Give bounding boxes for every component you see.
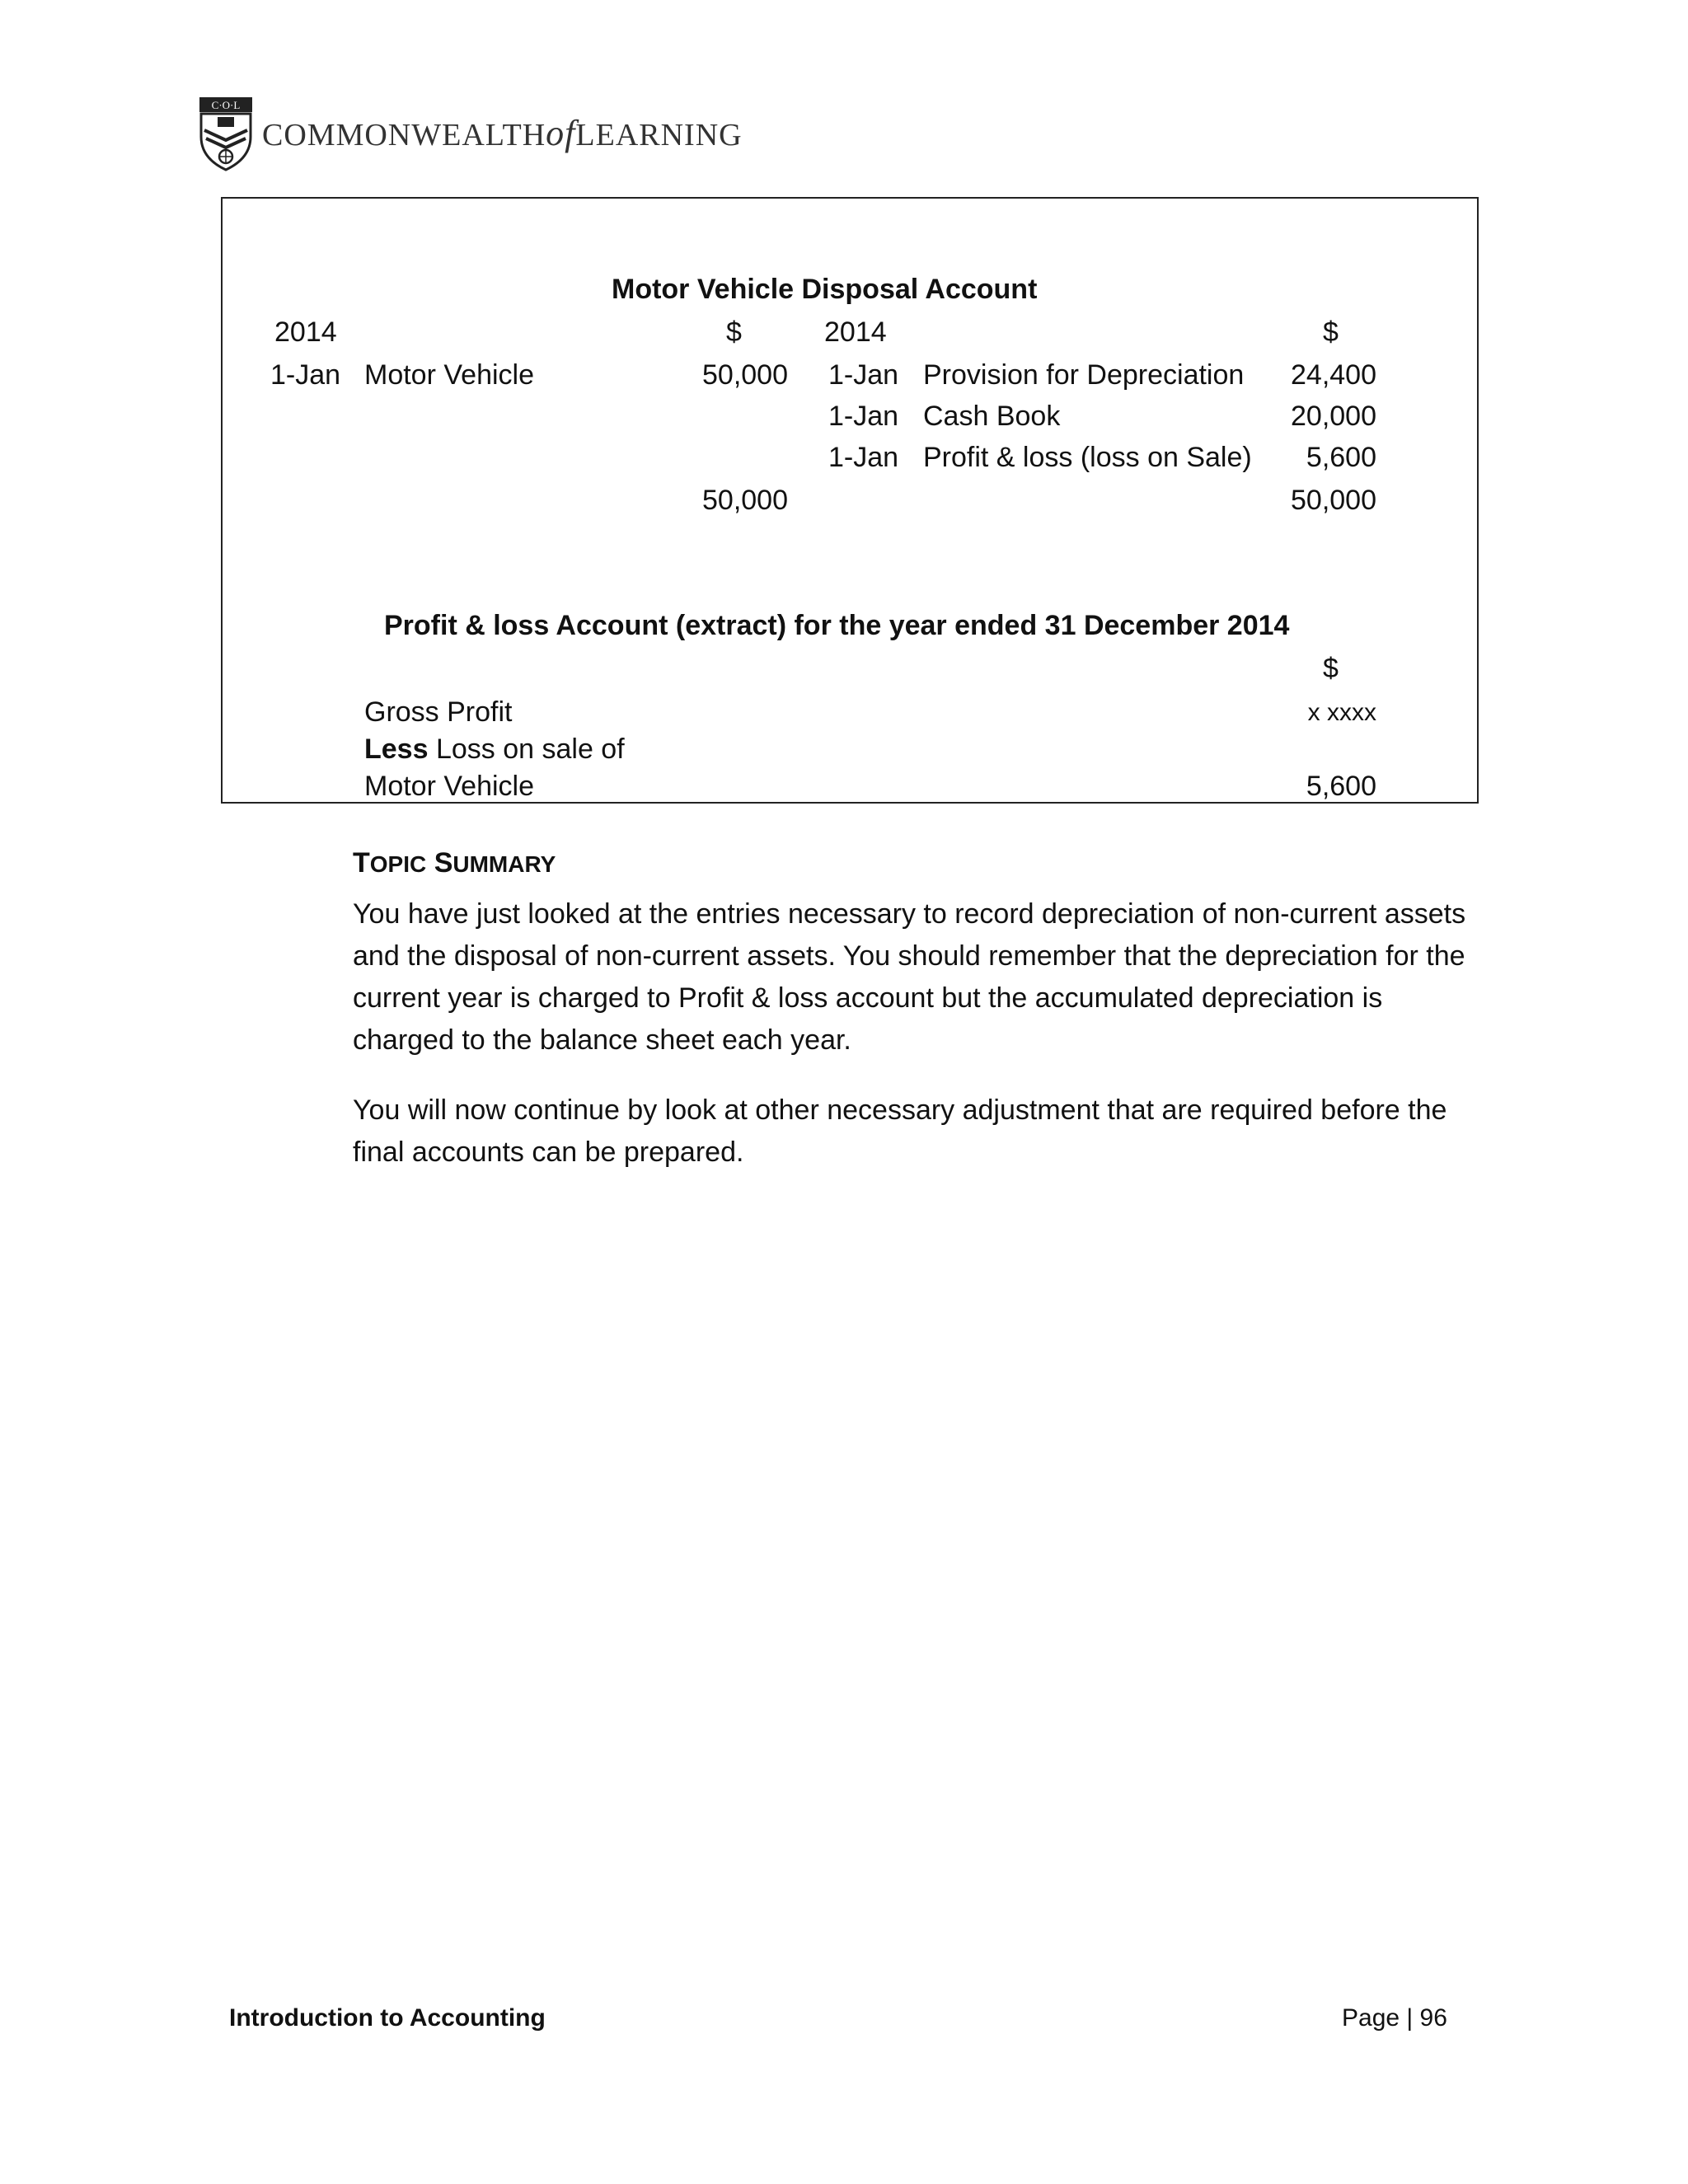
summary-paragraph-1: You have just looked at the entries necessary to record depreciation of non-current assets and the disposal of non-current assets. You should remember that the depreciation for the current year is charged to Profit & loss account but the accumulated depreciation is charged to the balance sheet each year. xyxy=(353,898,1466,1056)
footer-course-title: Introduction to Accounting xyxy=(229,2004,546,2032)
debit-row-date: 1-Jan xyxy=(270,359,341,391)
credit-row-date: 1-Jan xyxy=(828,401,899,432)
summary-paragraph-2: You will now continue by look at other necessary adjustment that are required before the final accounts can be prepared. xyxy=(353,1094,1447,1168)
credit-year: 2014 xyxy=(824,316,887,348)
pl-extract-title: Profit & loss Account (extract) for the year ended 31 December 2014 xyxy=(384,610,1290,641)
less-line xyxy=(364,733,625,766)
logo-badge-text: C·O·L xyxy=(211,99,241,111)
logo-wordmark-part1: COMMONWEALTH xyxy=(262,118,546,152)
loss-item-value: 5,600 xyxy=(1306,771,1376,802)
less-bold: Less xyxy=(364,733,429,765)
credit-row-description: Provision for Depreciation xyxy=(923,359,1245,391)
credit-currency: $ xyxy=(1323,316,1339,348)
credit-row-amount: 24,400 xyxy=(1291,359,1376,391)
logo-wordmark-part2: LEARNING xyxy=(575,118,743,152)
debit-total: 50,000 xyxy=(702,485,788,516)
debit-currency: $ xyxy=(726,316,742,348)
credit-row-amount: 20,000 xyxy=(1291,401,1376,432)
footer-page-number: Page | 96 xyxy=(1342,2004,1447,2032)
disposal-account-title: Motor Vehicle Disposal Account xyxy=(612,274,1038,305)
gross-profit-label: Gross Profit xyxy=(364,696,513,728)
credit-row-amount: 5,600 xyxy=(1306,442,1376,473)
debit-row-amount: 50,000 xyxy=(702,359,788,391)
gross-profit-value: x xxxx xyxy=(1307,699,1376,726)
pl-currency: $ xyxy=(1323,653,1339,684)
less-rest: Loss on sale of xyxy=(435,733,625,765)
logo-wordmark-of: of xyxy=(546,113,576,153)
credit-row-date: 1-Jan xyxy=(828,442,899,473)
credit-row-date: 1-Jan xyxy=(828,359,899,391)
topic-summary-heading: TOPIC SUMMARY xyxy=(353,847,556,879)
debit-row-description: Motor Vehicle xyxy=(364,359,534,391)
logo-wordmark xyxy=(262,112,743,154)
loss-item-label: Motor Vehicle xyxy=(364,771,534,802)
credit-total: 50,000 xyxy=(1291,485,1376,516)
debit-year: 2014 xyxy=(274,316,337,348)
credit-row-description: Profit & loss (loss on Sale) xyxy=(923,442,1252,473)
credit-row-description: Cash Book xyxy=(923,401,1061,432)
commonwealth-of-learning-logo xyxy=(196,96,256,171)
